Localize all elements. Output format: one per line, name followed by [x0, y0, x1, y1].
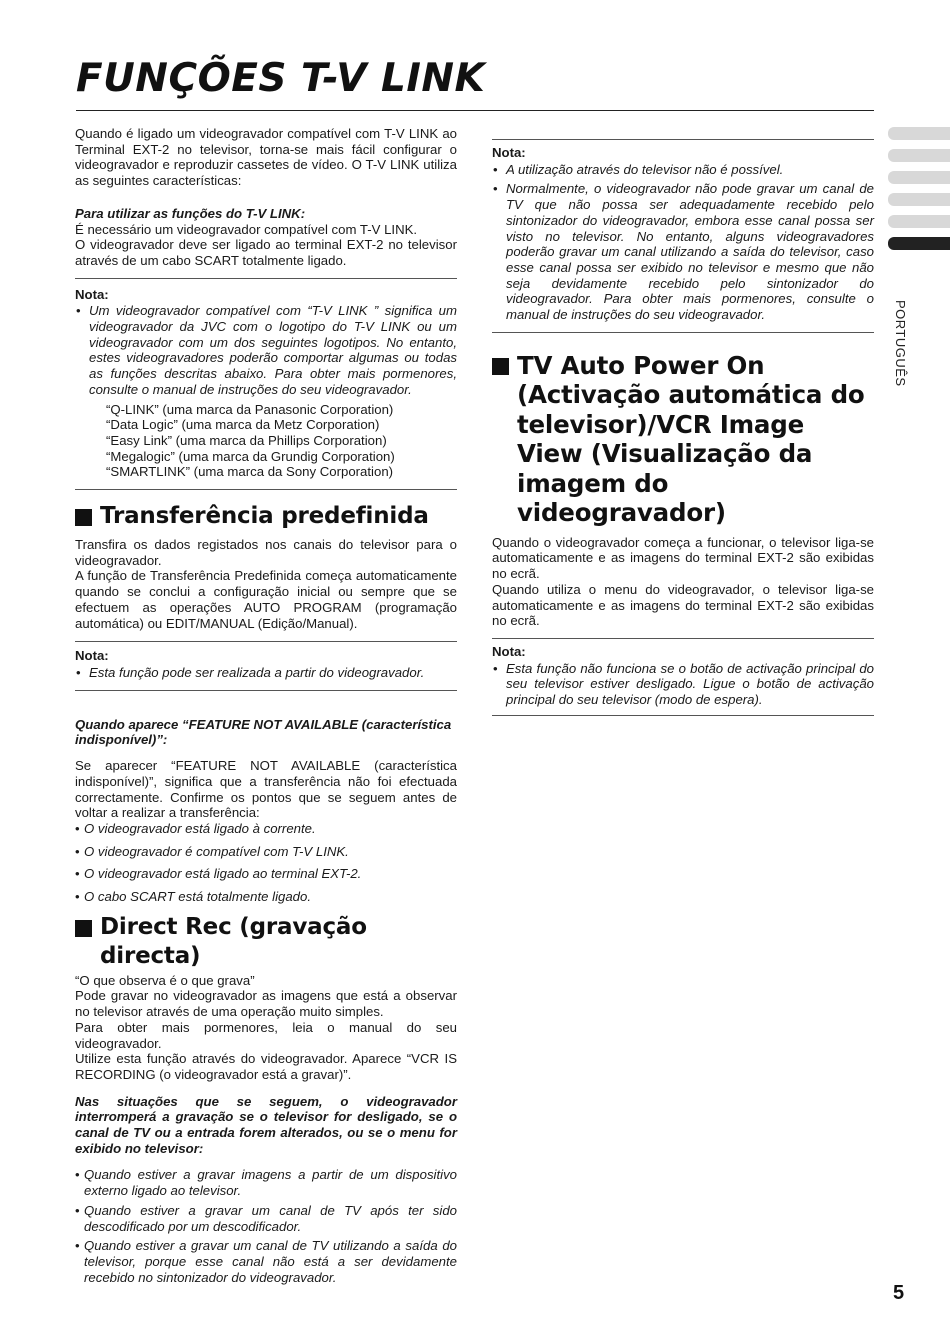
case-item: • Quando estiver a gravar um canal de TV após ter sido descodificado por um descodificador. — [75, 1202, 457, 1234]
language-tab-active — [888, 237, 950, 250]
feature-text: Se aparecer “FEATURE NOT AVAILABLE (característica indisponível)”, significa que a transferência não foi efectuada correctamente. Confirme os pontos que se seguem antes de voltar a realizar a transferência: — [75, 758, 457, 821]
nota-label: Nota: — [492, 643, 526, 659]
nota-block-2 — [75, 648, 457, 680]
check-item: • O videogravador é compatível com T-V LINK. — [75, 843, 349, 859]
nota-item: • Um videogravador compatível com “T-V LINK ” significa um videogravador da JVC com o logotipo do T-V LINK ou um videogravador com um dos seguintes logotipos. No entanto, estes videogravadores poderão comportar algumas ou todas as funções descritas abaixo. Para obter mais pormenores, consulte o manual de instruções do seu videogravador. — [76, 303, 457, 397]
direct-rec-warning: Nas situações que se seguem, o videogravador interromperá a gravação se o televisor for desligado, se o canal de TV ou a entrada forem alterados, ou se o menu for exibido no televisor: — [75, 1093, 457, 1156]
case-list — [75, 1167, 457, 1285]
nota-list — [492, 162, 874, 323]
right-column — [492, 139, 874, 716]
nota-list — [492, 661, 874, 708]
language-tabs — [888, 127, 950, 259]
left-column — [75, 126, 457, 1285]
auto-power-p1: Quando o videogravador começa a funcionar, o televisor liga-se automaticamente e as imagens do terminal EXT-2 são exibidas no ecrã. — [492, 534, 874, 582]
direct-rec-p3: Utilize esta função através do videogravador. Aparece “VCR IS RECORDING (o videogravador está a gravar)”. — [75, 1051, 457, 1082]
brand-item: “SMARTLINK” (uma marca da Sony Corporation) — [106, 464, 394, 480]
brand-item: “Megalogic” (uma marca da Grundig Corporation) — [106, 448, 395, 464]
page-title: FUNÇÕES T-V LINK — [76, 56, 486, 101]
language-tab — [888, 193, 950, 206]
nota-label: Nota: — [492, 145, 526, 160]
section-heading-auto-power: TV Auto Power On (Activação automática do televisor)/VCR Image View (Visualização da imagem do videogravador) — [492, 351, 874, 528]
direct-rec-quote: “O que observa é o que grava” — [75, 972, 255, 988]
direct-rec-p1: Pode gravar no videogravador as imagens que está a observar no televisor através de uma operação muito simples. — [75, 988, 457, 1020]
check-item: • O videogravador está ligado à corrente. — [75, 820, 316, 836]
nota-list — [75, 303, 457, 397]
auto-power-p2: Quando utiliza o menu do videogravador, o televisor liga-se automaticamente e as imagens do terminal EXT-2 são exibidas no ecrã. — [492, 581, 874, 629]
language-label: PORTUGUÊS — [893, 300, 908, 387]
square-bullet-icon — [75, 920, 92, 937]
transfer-p2: A função de Transferência Predefinida começa automaticamente quando se conclui a configuração inicial ou sempre que se efectuem as operações AUTO PROGRAM (programação automática) ou EDIT/MANUAL (Edição/Manual). — [75, 568, 457, 631]
divider — [492, 715, 874, 716]
transfer-p1: Transfira os dados registados nos canais do televisor para o videogravador. — [75, 537, 457, 568]
square-bullet-icon — [492, 358, 509, 375]
nota-block-1 — [75, 287, 457, 480]
check-list — [75, 821, 457, 905]
nota-block-4 — [492, 644, 874, 708]
divider — [75, 690, 457, 691]
language-tab — [888, 127, 950, 140]
brand-item: “Easy Link” (uma marca da Phillips Corporation) — [106, 432, 387, 448]
language-tab — [888, 149, 950, 162]
nota-item: • A utilização através do televisor não é possível. — [493, 161, 784, 177]
divider — [492, 139, 874, 140]
brand-item: “Data Logic” (uma marca da Metz Corporation) — [106, 417, 380, 433]
case-item: • Quando estiver a gravar imagens a partir de um dispositivo externo ligado ao televisor. — [75, 1167, 457, 1199]
nota-item: • Esta função não funciona se o botão de activação principal do seu televisor estiver desligado. Ligue o botão de activação principal do seu televisor (modo de espera). — [493, 660, 874, 708]
brand-list — [75, 402, 457, 481]
section-heading-transfer: Transferência predefinida — [75, 502, 457, 531]
intro-text: Quando é ligado um videogravador compatível com T-V LINK ao Terminal EXT-2 no televisor, torna-se mais fácil configurar o videogravador e reproduzir cassetes de vídeo. O T-V LINK utiliza as seguintes características: — [75, 126, 457, 189]
direct-rec-p2: Para obter mais pormenores, leia o manual do seu videogravador. — [75, 1019, 457, 1051]
requirement-1: É necessário um videogravador compatível com T-V LINK. — [75, 221, 418, 237]
nota-list — [75, 665, 457, 681]
language-tab — [888, 171, 950, 184]
check-item: • O videogravador está ligado ao terminal EXT-2. — [75, 866, 362, 882]
language-tab — [888, 215, 950, 228]
nota-block-3 — [492, 145, 874, 323]
brand-item: “Q-LINK” (uma marca da Panasonic Corporation) — [106, 401, 394, 417]
nota-label: Nota: — [75, 286, 109, 302]
page-number: 5 — [893, 1282, 905, 1304]
feature-heading: Quando aparece “FEATURE NOT AVAILABLE (característica indisponível)”: — [75, 716, 452, 748]
check-item: • O cabo SCART está totalmente ligado. — [75, 889, 311, 905]
nota-label: Nota: — [75, 648, 109, 664]
square-bullet-icon — [75, 509, 92, 526]
section-heading-direct-rec: Direct Rec (gravação directa) — [75, 913, 457, 971]
divider — [75, 278, 457, 279]
divider — [492, 638, 874, 639]
tv-link-subheading: Para utilizar as funções do T-V LINK: — [75, 205, 306, 221]
nota-item: • Esta função pode ser realizada a partir do videogravador. — [76, 664, 425, 680]
title-rule — [76, 110, 874, 111]
divider — [75, 641, 457, 642]
nota-item: • Normalmente, o videogravador não pode gravar um canal de TV que não possa ser adequadamente recebido pelo sintonizador do videogravador, embora esse canal possa ser visto no televisor. No entanto, alguns videogravadores poderão gravar um canal utilizando a saída do televisor, caso esse canal possa ser exibido no televisor e mesmo que não seja devidamente recebido pelo sintonizador do videogravador. Para obter mais pormenores, consulte o manual de instruções do seu videogravador. — [493, 181, 874, 323]
divider — [492, 332, 874, 333]
requirement-2: O videogravador deve ser ligado ao terminal EXT-2 no televisor através de um cabo SCART totalmente ligado. — [75, 237, 457, 268]
case-item: • Quando estiver a gravar um canal de TV utilizando a saída do televisor, porque esse canal não está a ser devidamente recebido no sintonizador do videogravador. — [75, 1238, 457, 1285]
divider — [75, 489, 457, 490]
